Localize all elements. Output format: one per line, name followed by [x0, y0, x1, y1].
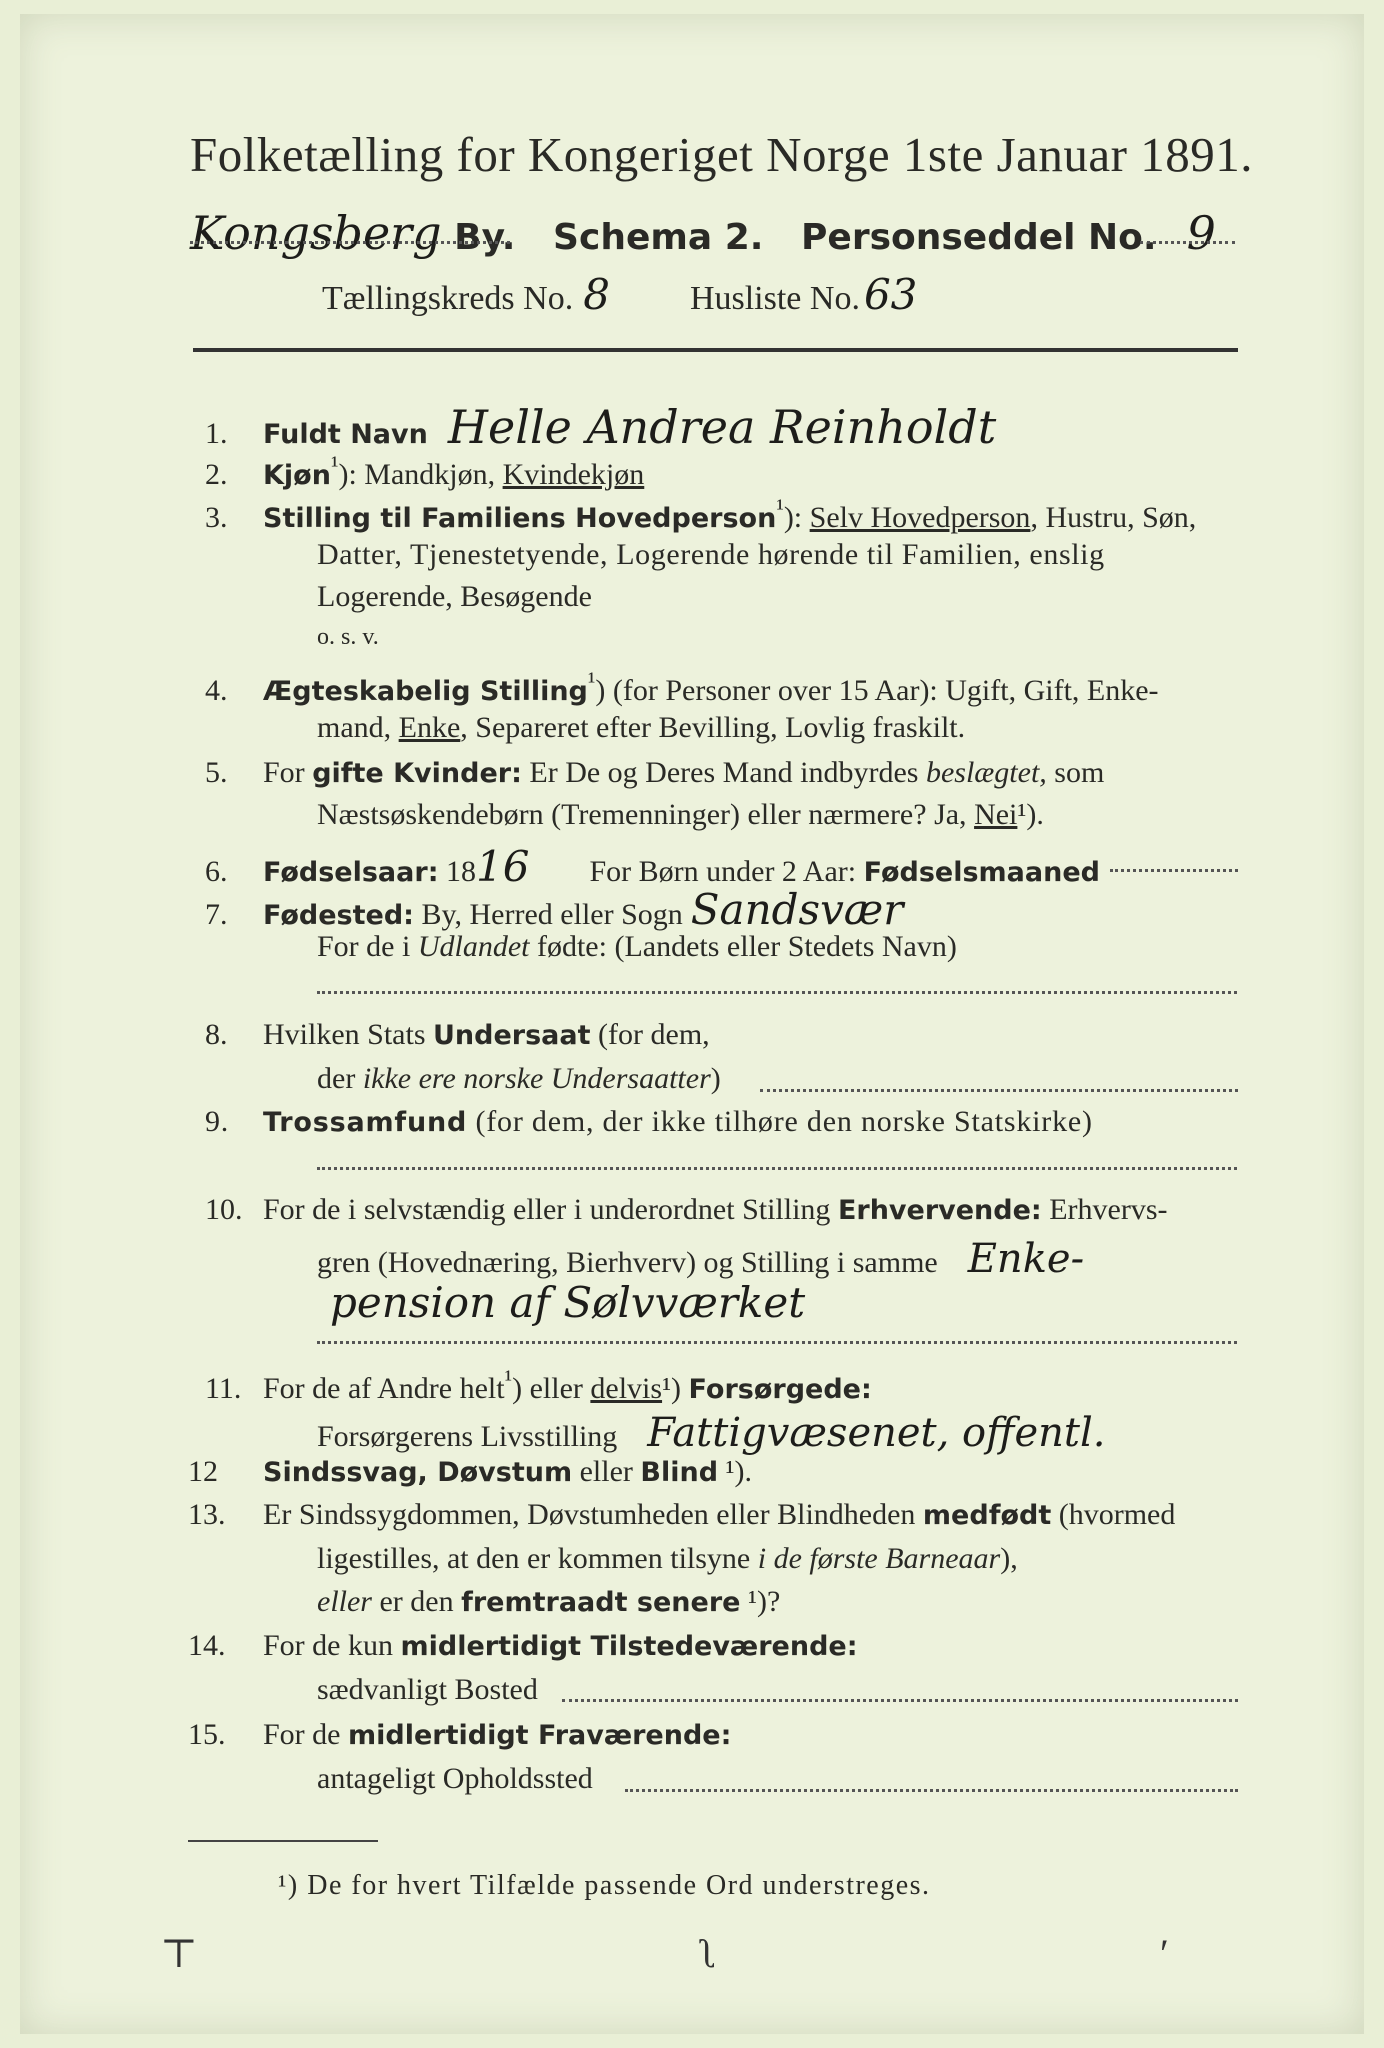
q7-text: By, Herred eller Sogn — [413, 898, 683, 931]
q13-line3a: er den — [371, 1585, 462, 1618]
q13-label: medfødt — [922, 1500, 1052, 1531]
q14-line2: sædvanligt Bosted — [317, 1673, 538, 1706]
q8-line2b: ) — [710, 1062, 721, 1095]
q4-text: ) (for Personer over 15 Aar): Ugift, Gift, Enke- — [595, 674, 1159, 707]
q10-label: Erhvervende: — [837, 1195, 1042, 1226]
q10-line2 — [317, 1236, 1084, 1282]
q13-line3c: ¹)? — [740, 1585, 781, 1618]
q13-text: Er Sindssygdommen, Døvstumheden eller Blindheden — [263, 1498, 923, 1531]
q7-line2a: For de i — [317, 930, 418, 963]
q6-label2: Fødselsmaaned — [863, 857, 1100, 888]
q6-num: 6. — [205, 855, 228, 888]
q9-text: (for dem, der ikke tilhøre den norske Statskirke) — [467, 1105, 1093, 1138]
q7-value: Sandsvær — [690, 885, 904, 934]
q10-value2: pension af Sølvværket — [330, 1278, 806, 1327]
q8-line2a: der — [317, 1062, 363, 1095]
q10-rest: Erhvervs- — [1041, 1193, 1168, 1226]
q2-text: ): Mandkjøn, — [338, 458, 503, 491]
q4-line2u: Enke — [398, 711, 461, 744]
q6-prefix: 18 — [446, 855, 476, 888]
q3-line2: Datter, Tjenestetyende, Logerende hørende til Familien, enslig — [317, 538, 1105, 571]
q4-line2 — [317, 711, 965, 745]
q15-num: 15. — [188, 1718, 226, 1751]
q3-label: Stilling til Familiens Hovedperson — [263, 503, 777, 534]
q13 — [188, 1498, 1175, 1532]
kreds-label: Tællingskreds No. — [322, 280, 574, 317]
by-label: By. — [454, 217, 516, 258]
q4 — [205, 668, 1159, 708]
header-rule — [193, 348, 1238, 352]
q11-text2: ) eller — [512, 1372, 591, 1405]
q3-underlined: Selv Hovedperson — [809, 501, 1031, 534]
q12 — [188, 1455, 752, 1489]
q1-num: 1. — [205, 417, 228, 450]
personseddel-value: 9 — [1186, 206, 1216, 260]
q6-label: Fødselsaar: — [263, 857, 439, 888]
q15-line2: antageligt Opholdssted — [317, 1762, 593, 1795]
q2-num: 2. — [205, 458, 228, 491]
q11-label: Forsørgede: — [688, 1374, 872, 1405]
q11-line2-text: Forsørgerens Livsstilling — [317, 1420, 618, 1453]
q4-line2a: mand, — [317, 711, 399, 744]
q12-text: eller — [572, 1455, 641, 1488]
q7-label: Fødested: — [263, 900, 414, 931]
q8-num: 8. — [205, 1018, 228, 1051]
q11-num: 11. — [205, 1372, 242, 1405]
q13-line3b: fremtraadt senere — [461, 1587, 741, 1618]
q10-value1: Enke- — [967, 1236, 1085, 1282]
q5-num: 5. — [205, 756, 228, 789]
q10-num: 10. — [205, 1193, 243, 1226]
q5-line2end: ¹). — [1017, 798, 1044, 831]
q2-underlined: Kvindekjøn — [502, 458, 645, 491]
q5-line2u: Nei — [974, 798, 1018, 831]
q10 — [205, 1193, 1168, 1227]
q8-rest: (for dem, — [590, 1018, 710, 1051]
q13-rest: (hvormed — [1051, 1498, 1176, 1531]
q6-text: For Børn under 2 Aar: — [589, 855, 864, 888]
q3 — [205, 495, 1196, 535]
q4-sup: ¹ — [587, 668, 596, 695]
q13-line2 — [317, 1542, 1018, 1576]
q10-line2-text: gren (Hovednæring, Bierhverv) og Stilling i samme — [317, 1246, 938, 1279]
q1 — [205, 400, 996, 454]
q11-text: For de af Andre helt — [263, 1372, 505, 1405]
q5-text: Er De og Deres Mand indbyrdes — [521, 756, 926, 789]
q13-line2a: ligestilles, at den er kommen tilsyne — [317, 1542, 758, 1575]
schema-label: Schema 2. — [553, 217, 764, 258]
q4-line2b: , Separeret efter Bevilling, Lovlig fraskilt. — [460, 711, 966, 744]
q14-text: For de kun — [263, 1629, 401, 1662]
q9 — [205, 1105, 1093, 1139]
q12-num: 12 — [188, 1455, 218, 1488]
kreds-value: 8 — [583, 270, 610, 319]
q5-italic: beslægtet, — [925, 756, 1047, 789]
q13-num: 13. — [188, 1498, 226, 1531]
q5 — [205, 756, 1104, 790]
q10-line3 — [330, 1278, 805, 1327]
q15 — [188, 1718, 731, 1752]
q7 — [205, 885, 903, 934]
q11-value: Fattigvæsenet, offentl. — [647, 1410, 1106, 1456]
q5-rest: som — [1046, 756, 1105, 789]
personseddel-label: Personseddel No. — [801, 217, 1157, 258]
husliste-label: Husliste No. — [689, 280, 860, 317]
q14-label: midlertidigt Tilstedeværende: — [400, 1631, 858, 1662]
q12-rest: ¹). — [718, 1455, 753, 1488]
q4-num: 4. — [205, 674, 228, 707]
q3-line3: Logerende, Besøgende — [317, 580, 592, 613]
q8-line2 — [317, 1062, 721, 1096]
q7-line2b: fødte: (Landets eller Stedets Navn) — [529, 930, 957, 963]
q11-sup: ¹ — [504, 1366, 513, 1393]
q13-line2i: i de første Barneaar — [757, 1542, 1001, 1575]
q13-line3i: eller — [317, 1585, 372, 1618]
q11-line2 — [317, 1410, 1105, 1456]
q11 — [205, 1366, 872, 1406]
q6 — [205, 842, 1100, 891]
q3-line4: o. s. v. — [317, 624, 379, 650]
corner-mark-center: ʅ — [700, 1931, 718, 1976]
q8-text: Hvilken Stats — [263, 1018, 433, 1051]
q3-text: ): — [783, 501, 810, 534]
q9-label: Trossamfund — [263, 1107, 468, 1138]
q2-label: Kjøn — [263, 460, 331, 491]
q9-num: 9. — [205, 1105, 230, 1138]
header-line-2 — [190, 206, 1216, 260]
q7-line2i: Udlandet — [417, 930, 530, 963]
q7-line2 — [317, 930, 957, 964]
form-title: Folketælling for Kongeriget Norge 1ste Januar 1891. — [190, 127, 1253, 182]
q11-underlined: delvis — [590, 1372, 663, 1405]
q12-label: Sindssvag, Døvstum — [263, 1457, 573, 1488]
corner-mark-left: ⊤ — [160, 1931, 198, 1976]
q8-line2i: ikke ere norske Undersaatter — [362, 1062, 711, 1095]
q13-line2b: ), — [1000, 1542, 1018, 1575]
q5-line2-text: Næstsøskendebørn (Tremenninger) eller nærmere? Ja, — [317, 798, 975, 831]
q14 — [188, 1629, 858, 1663]
q14-num: 14. — [188, 1629, 226, 1662]
q13-line3 — [317, 1585, 780, 1619]
q8-label: Undersaat — [433, 1020, 591, 1051]
footnote: ¹) De for hvert Tilfælde passende Ord understreges. — [278, 1870, 931, 1901]
husliste-value: 63 — [863, 270, 918, 319]
q5-pre: For — [263, 756, 313, 789]
q2-sup: ¹ — [330, 452, 339, 479]
q3-num: 3. — [205, 501, 228, 534]
q15-text: For de — [263, 1718, 348, 1751]
q4-label: Ægteskabelig Stilling — [263, 676, 588, 707]
q7-num: 7. — [205, 898, 228, 931]
city-handwritten: Kongsberg — [190, 206, 442, 260]
footnote-rule — [188, 1840, 378, 1842]
q12-label2: Blind — [640, 1457, 719, 1488]
q6-value: 16 — [476, 842, 530, 891]
q5-line2 — [317, 798, 1044, 832]
q3-rest: , Hustru, Søn, — [1030, 501, 1197, 534]
q3-sup: ¹ — [776, 495, 784, 522]
q1-label: Fuldt Navn — [263, 419, 428, 450]
q11-text3: ¹) — [662, 1372, 689, 1405]
q10-text: For de i selvstændig eller i underordnet Stilling — [263, 1193, 838, 1226]
q1-value: Helle Andrea Reinholdt — [447, 400, 997, 454]
corner-mark-right: ʹ — [1160, 1931, 1169, 1976]
q5-label: gifte Kvinder: — [312, 758, 522, 789]
q15-label: midlertidigt Fraværende: — [348, 1720, 732, 1751]
header-line-3 — [322, 270, 917, 319]
q8 — [205, 1018, 710, 1052]
q2 — [205, 452, 644, 492]
